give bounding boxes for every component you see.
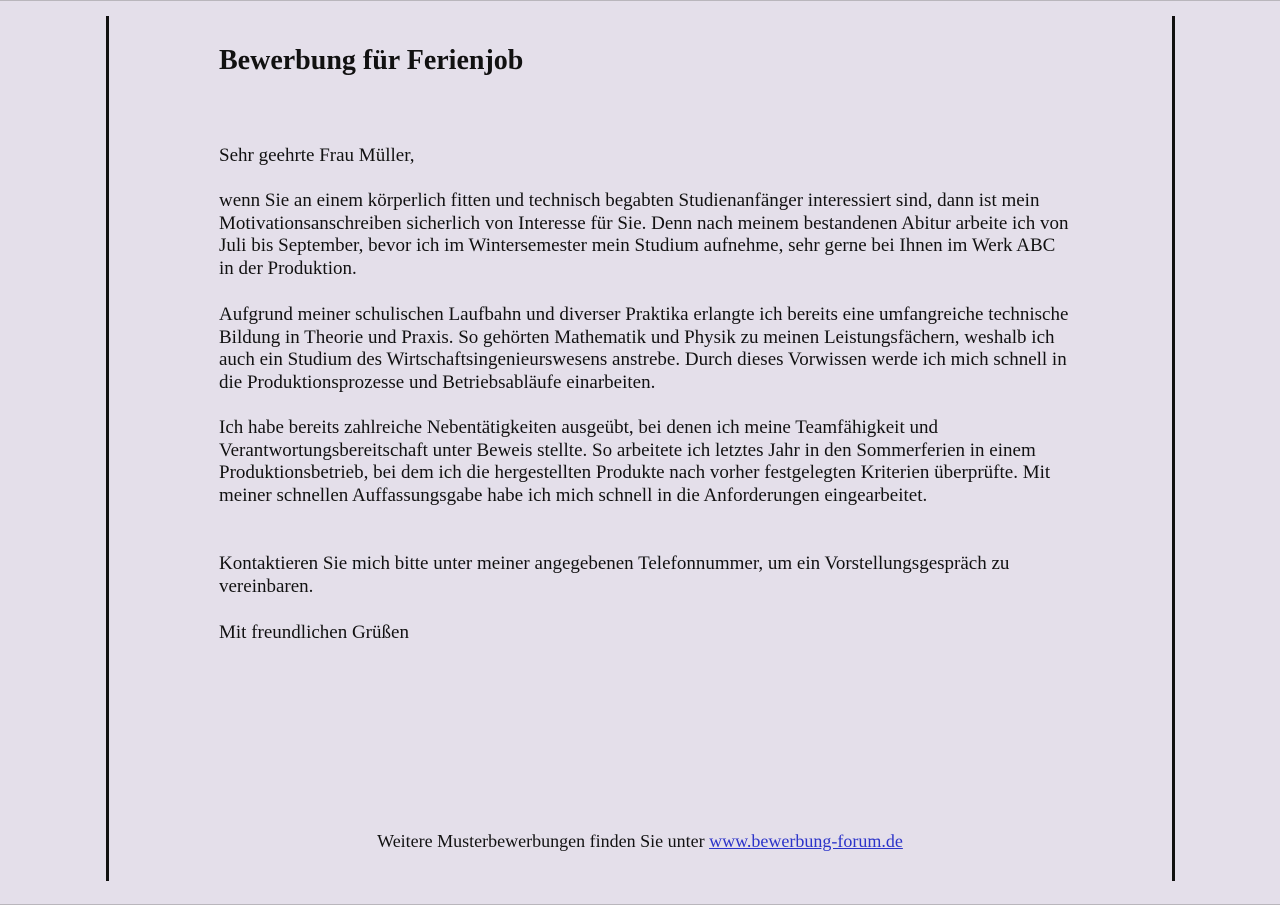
right-margin-rule bbox=[1172, 16, 1175, 881]
paragraph-1: wenn Sie an einem körperlich fitten und technisch begabten Studienanfänger interessiert sind, dann ist mein Motivationsanschreiben sicherlich von Interesse für Sie. Denn nach meinem bestandenen Abitur arbeite ich von Juli bis September, bevor ich im Wintersemester mein Studium aufnehme, sehr gerne bei Ihnen im Werk ABC in der Produktion. bbox=[219, 190, 1069, 280]
footer-note bbox=[0, 830, 1280, 852]
closing: Mit freundlichen Grüßen bbox=[219, 622, 409, 643]
footer-link[interactable]: www.bewerbung-forum.de bbox=[709, 831, 903, 851]
salutation: Sehr geehrte Frau Müller, bbox=[219, 145, 415, 166]
paragraph-4: Kontaktieren Sie mich bitte unter meiner angegebenen Telefonnummer, um ein Vorstellungsgespräch zu vereinbaren. bbox=[219, 553, 1010, 597]
paragraph-3: Ich habe bereits zahlreiche Nebentätigkeiten ausgeübt, bei denen ich meine Teamfähigkeit und Verantwortungsbereitschaft unter Beweis stellte. So arbeitete ich letztes Jahr in den Sommerferien in einem Produktionsbetrieb, bei dem ich die hergestellten Produkte nach vorher festgelegten Kriterien überprüfte. Mit meiner schnellen Auffassungsgabe habe ich mich schnell in die Anforderungen eingearbeitet. bbox=[219, 417, 1051, 507]
left-margin-rule bbox=[106, 16, 109, 881]
letter-title: Bewerbung für Ferienjob bbox=[219, 45, 524, 76]
footer-text: Weitere Musterbewerbungen finden Sie unter bbox=[377, 831, 710, 851]
paragraph-2: Aufgrund meiner schulischen Laufbahn und diverser Praktika erlangte ich bereits eine umfangreiche technische Bildung in Theorie und Praxis. So gehörten Mathematik und Physik zu meinen Leistungsfächern, weshalb ich auch ein Studium des Wirtschaftsingenieurswesens anstrebe. Durch dieses Vorwissen werde ich mich schnell in die Produktionsprozesse und Betriebsabläufe einarbeiten. bbox=[219, 304, 1069, 394]
